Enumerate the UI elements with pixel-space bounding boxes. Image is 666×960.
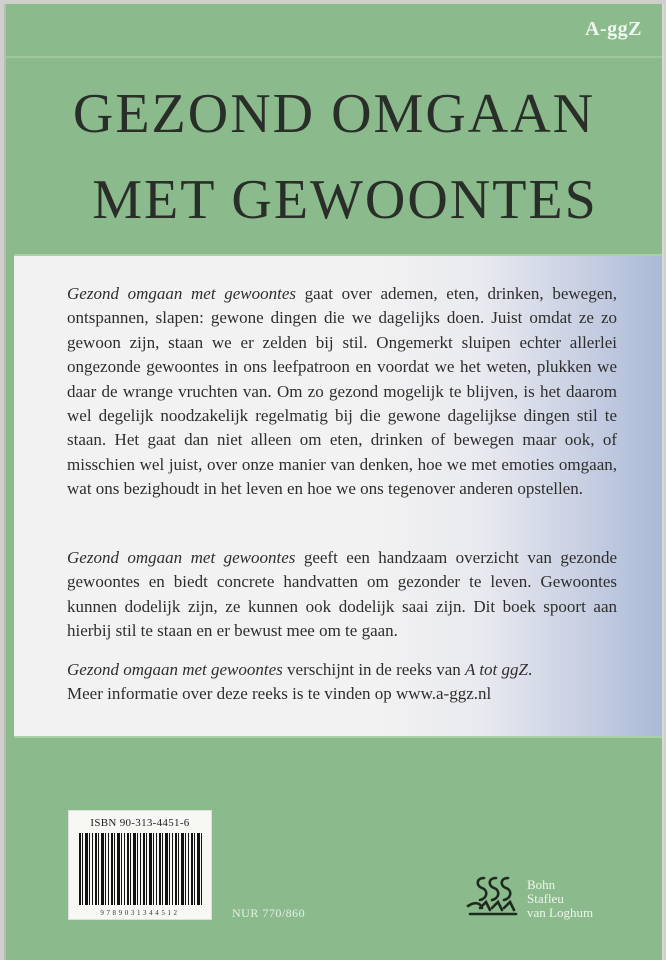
book-title-italic: Gezond omgaan met gewoontes (67, 548, 296, 567)
website-info-line: Meer informatie over deze reeks is te vinden op www.a-ggz.nl (67, 684, 492, 704)
barcode-digits: 9789031344512 (100, 909, 180, 917)
blurb-panel (14, 254, 662, 738)
blurb-paragraph-2 (67, 546, 617, 644)
blurb-paragraph-3 (67, 658, 617, 707)
barcode-icon (79, 833, 203, 905)
nur-code: NUR 770/860 (232, 906, 306, 920)
top-divider (6, 56, 662, 58)
series-text: verschijnt in de reeks van (282, 660, 465, 679)
series-label: A-ggZ (585, 18, 642, 40)
book-title-italic: Gezond omgaan met gewoontes (67, 660, 283, 679)
bsl-swans-logo-icon (466, 874, 518, 920)
publisher-line-3: van Loghum (527, 905, 594, 920)
book-back-cover (6, 4, 662, 960)
book-title-italic: Gezond omgaan met gewoontes (67, 284, 297, 303)
publisher-line-1: Bohn (527, 877, 556, 892)
publisher-line-2: Stafleu (527, 891, 564, 906)
isbn-barcode (68, 810, 212, 920)
series-text-end: . (527, 660, 533, 679)
publisher-name (527, 878, 593, 920)
isbn-number: ISBN 90-313-4451-6 (90, 817, 190, 829)
series-info-line (67, 658, 617, 682)
book-title-line-1: GEZOND OMGAAN (72, 83, 596, 145)
book-title-line-2: MET GEWOONTES (92, 169, 598, 231)
blurb-paragraph-1 (67, 282, 617, 502)
series-name-italic: A tot ggZ (465, 660, 528, 679)
blurb-text: geeft een handzaam overzicht van gezonde gewoontes en biedt concrete handvatten om gezonder te leven. Gewoontes kunnen dodelijk zijn, ze kunnen ook dodelijk saai zijn. Dit boek spoort aan hierbij stil te staan en er bewust mee om te gaan. (67, 548, 617, 641)
blurb-text: gaat over ademen, eten, drinken, bewegen, ontspannen, slapen: gewone dingen die we dagelijks doen. Juist omdat ze zo gewoon zijn, staan we er zelden bij stil. Ongemerkt sluipen echter allerlei ongezonde gewoontes in ons leefpatroon en voordat we het weten, plukken we daar de wrange vruchten van. Om zo gezond mogelijk te blijven, is het daarom wel degelijk noodzakelijk regelmatig bij die gewone dagelijkse dingen stil te staan. Het gaat dan niet alleen om eten, drinken of bewegen maar ook, of misschien wel juist, over onze manier van denken, hoe we met emoties omgaan, wat ons bezighoudt in het leven en hoe we ons tegenover anderen opstellen. (67, 284, 618, 499)
